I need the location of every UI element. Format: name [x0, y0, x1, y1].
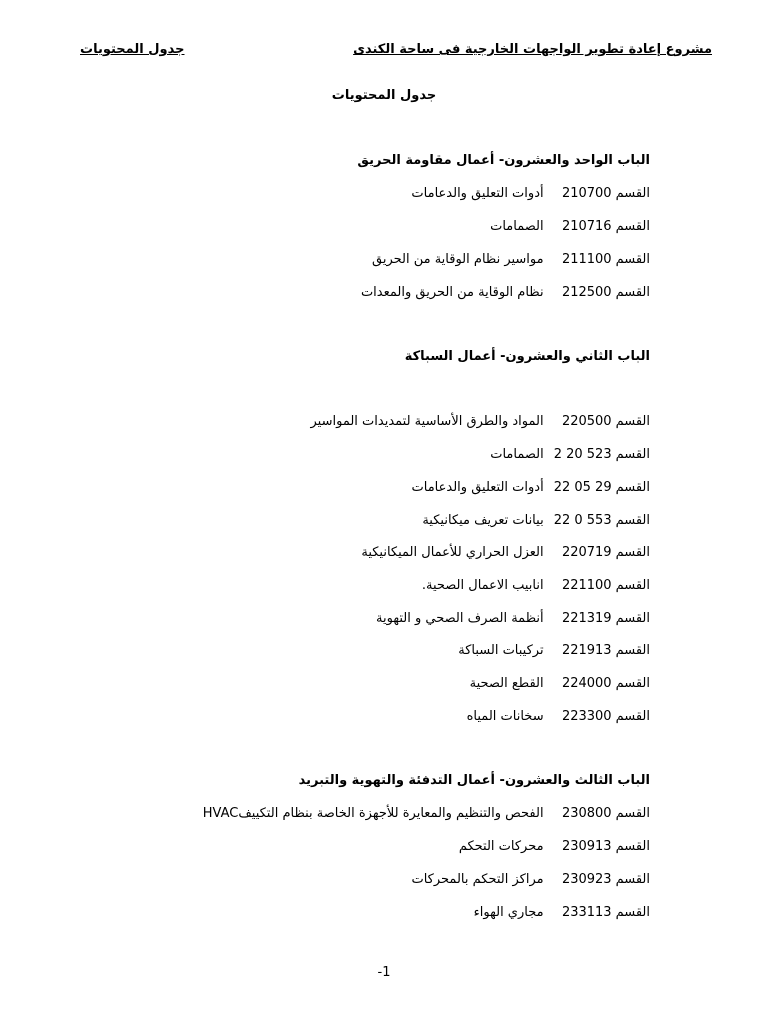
- section-code: 230800: [561, 806, 612, 821]
- chapter-title: الباب الثاني والعشرون- أعمال السباكة: [404, 349, 650, 364]
- section-name: سخانات المياه: [466, 709, 544, 724]
- section-name: محركات التحكم: [458, 839, 544, 854]
- section-label: القسم: [615, 252, 650, 267]
- section-code: 210716: [561, 219, 612, 234]
- section-code: 233113: [561, 905, 612, 920]
- section-name: الفحص والتنظيم والمعايرة للأجهزة الخاصة بنظام التكييفHVAC: [202, 806, 544, 821]
- section-label: القسم: [615, 806, 650, 821]
- section-name: مراكز التحكم بالمحركات: [411, 872, 544, 887]
- section-code: 22 0 553: [553, 513, 612, 528]
- section-code: 220500: [561, 414, 612, 429]
- section-name: أنظمة الصرف الصحي و التهوية: [376, 611, 544, 626]
- toc-entry: [203, 806, 650, 821]
- toc-entry: [412, 480, 650, 495]
- section-code: 230923: [561, 872, 612, 887]
- section-label: القسم: [615, 709, 650, 724]
- toc-entry: [422, 513, 650, 528]
- toc-entry: [474, 905, 650, 920]
- page-title: جدول المحتويات: [331, 88, 437, 103]
- section-label: القسم: [615, 545, 650, 560]
- header-project-title: مشروع إعادة تطوير الواجهات الخارجية فى ساحة الكندى: [353, 42, 712, 57]
- section-code: 221319: [561, 611, 612, 626]
- section-name: مواسير نظام الوقاية من الحريق: [371, 252, 544, 267]
- toc-entry: [459, 839, 650, 854]
- section-name: المواد والطرق الأساسية لتمديدات المواسير: [310, 414, 544, 429]
- toc-entry: [411, 872, 650, 887]
- chapter-title: الباب الواحد والعشرون- أعمال مقاومة الحريق: [357, 153, 650, 168]
- toc-entry: [422, 578, 650, 593]
- section-label: القسم: [615, 578, 650, 593]
- section-code: 230913: [561, 839, 612, 854]
- section-label: القسم: [615, 872, 650, 887]
- toc-entry: [411, 186, 650, 201]
- section-label: القسم: [615, 905, 650, 920]
- section-name: بيانات تعريف ميكانيكية: [422, 513, 544, 528]
- section-code: 224000: [561, 676, 612, 691]
- section-label: القسم: [615, 480, 650, 495]
- section-name: العزل الحراري للأعمال الميكانيكية: [361, 545, 544, 560]
- section-code: 223300: [561, 709, 612, 724]
- toc-entry: [470, 676, 650, 691]
- toc-entry: [361, 545, 650, 560]
- section-code: 220719: [561, 545, 612, 560]
- section-code: 221100: [561, 578, 612, 593]
- section-code: 212500: [561, 285, 612, 300]
- section-label: القسم: [615, 186, 650, 201]
- toc-entry: [490, 447, 650, 462]
- section-label: القسم: [615, 414, 650, 429]
- chapter-title: الباب الثالث والعشرون- أعمال التدفئة والتهوية والتبريد: [298, 773, 650, 788]
- section-name: أدوات التعليق والدعامات: [411, 480, 544, 495]
- header-section-title: جدول المحتويات: [80, 42, 185, 57]
- section-label: القسم: [615, 219, 650, 234]
- section-label: القسم: [615, 643, 650, 658]
- toc-entry: [311, 414, 651, 429]
- section-code: 221913: [561, 643, 612, 658]
- toc-entry: [376, 611, 650, 626]
- section-label: القسم: [615, 447, 650, 462]
- toc-entry: [361, 285, 650, 300]
- section-label: القسم: [615, 839, 650, 854]
- toc-entry: [372, 252, 650, 267]
- section-code: 211100: [561, 252, 612, 267]
- section-label: القسم: [615, 611, 650, 626]
- section-name: نظام الوقاية من الحريق والمعدات: [360, 285, 544, 300]
- page-number: 1-: [377, 965, 391, 980]
- section-label: القسم: [615, 513, 650, 528]
- section-code: 2 20 523: [553, 447, 612, 462]
- section-label: القسم: [615, 676, 650, 691]
- section-name: الصمامات: [490, 447, 544, 462]
- section-name: أدوات التعليق والدعامات: [411, 186, 544, 201]
- toc-entry: [458, 643, 650, 658]
- section-name: القطع الصحية: [469, 676, 544, 691]
- section-name: انابيب الاعمال الصحية.: [421, 578, 544, 593]
- toc-entry: [490, 219, 650, 234]
- section-code: 22 05 29: [553, 480, 612, 495]
- section-label: القسم: [615, 285, 650, 300]
- section-name: الصمامات: [490, 219, 544, 234]
- toc-entry: [467, 709, 650, 724]
- section-name: مجاري الهواء: [473, 905, 544, 920]
- section-code: 210700: [561, 186, 612, 201]
- section-name: تركيبات السباكة: [458, 643, 544, 658]
